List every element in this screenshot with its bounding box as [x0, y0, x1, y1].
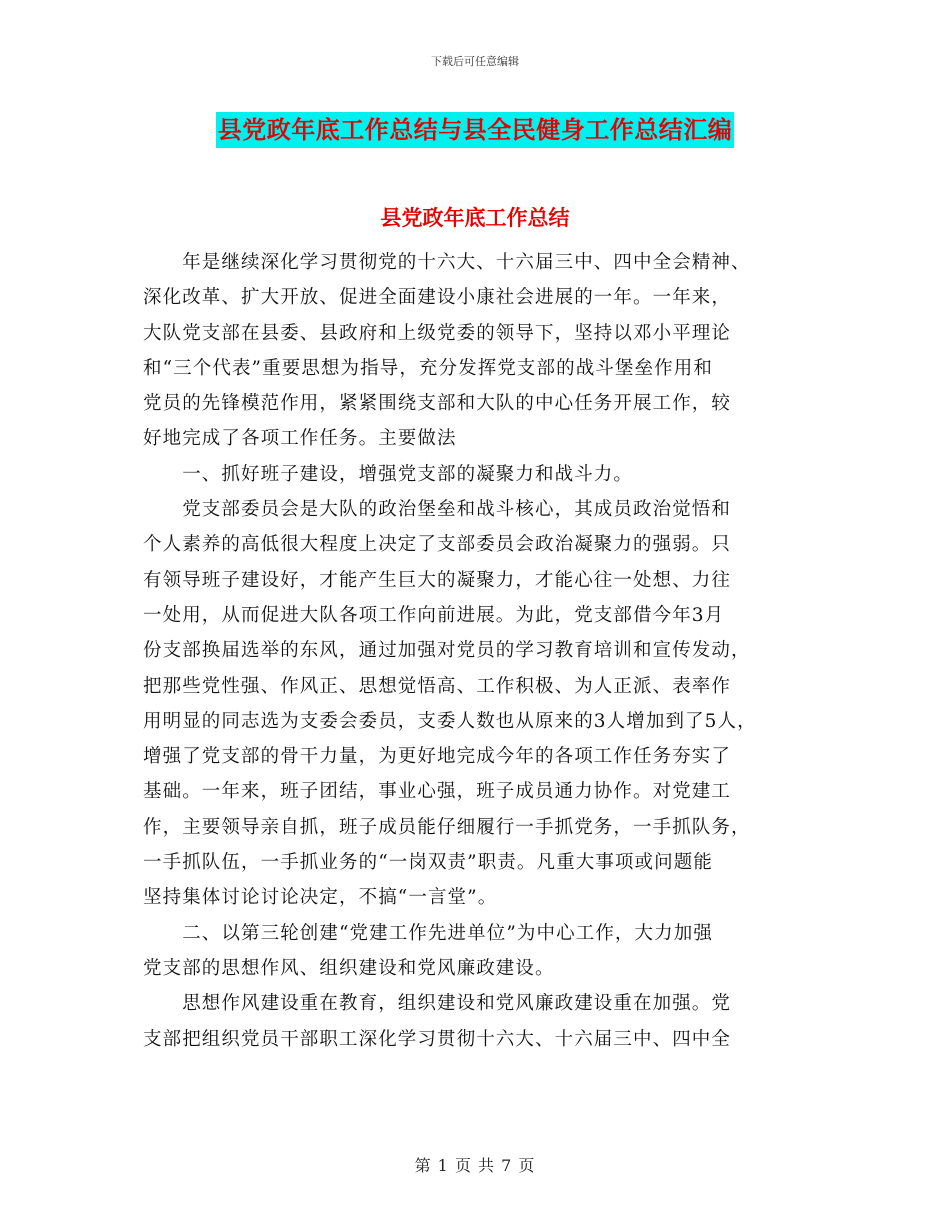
section-title: 县党政年底工作总结 — [380, 205, 570, 230]
page-footer: 第 1 页 共 7 页 — [414, 1156, 536, 1175]
body-line: 党支部的思想作风、组织建设和党风廉政建设。 — [143, 957, 555, 979]
document-title: 县党政年底工作总结与县全民健身工作总结汇编 — [216, 112, 735, 148]
body-line: 支部把组织党员干部职工深化学习贯彻十六大、十六届三中、四中全 — [143, 1028, 732, 1050]
body-line: 坚持集体讨论讨论决定，不搞“一言堂”。 — [143, 887, 498, 909]
body-line: 把那些党性强、作风正、思想觉悟高、工作积极、为人正派、表率作 — [143, 675, 732, 697]
document-body — [143, 245, 823, 1057]
body-line: 党支部委员会是大队的政治堡垒和战斗核心，其成员政治觉悟和 — [143, 499, 732, 521]
body-line: 用明显的同志选为支委会委员，支委人数也从原来的3人增加到了5人， — [143, 710, 757, 732]
document-title-container — [0, 112, 950, 148]
body-line: 深化改革、扩大开放、促进全面建设小康社会进展的一年。一年来， — [143, 287, 732, 309]
header-note: 下载后可任意编辑 — [431, 55, 519, 68]
body-line: 个人素养的高低很大程度上决定了支部委员会政治凝聚力的强弱。只 — [143, 534, 732, 556]
body-line: 大队党支部在县委、县政府和上级党委的领导下，坚持以邓小平理论 — [143, 322, 732, 344]
body-line: 份支部换届选举的东风，通过加强对党员的学习教育培训和宣传发动， — [143, 640, 751, 662]
body-line: 有领导班子建设好，才能产生巨大的凝聚力，才能心往一处想、力往 — [143, 569, 732, 591]
body-line: 和“三个代表”重要思想为指导，充分发挥党支部的战斗堡垒作用和 — [143, 357, 713, 379]
body-line: 年是继续深化学习贯彻党的十六大、十六届三中、四中全会精神、 — [143, 252, 751, 273]
body-line: 党员的先锋模范作用，紧紧围绕支部和大队的中心任务开展工作，较 — [143, 393, 732, 415]
body-line: 好地完成了各项工作任务。主要做法 — [143, 428, 457, 450]
body-line: 增强了党支部的骨干力量，为更好地完成今年的各项工作任务夯实了 — [143, 746, 732, 768]
body-line: 二、以第三轮创建“党建工作先进单位”为中心工作，大力加强 — [143, 922, 713, 944]
body-line: 一处用，从而促进大队各项工作向前进展。为此，党支部借今年3月 — [143, 604, 725, 626]
body-line: 基础。一年来，班子团结，事业心强，班子成员通力协作。对党建工 — [143, 781, 732, 803]
body-line: 思想作风建设重在教育，组织建设和党风廉政建设重在加强。党 — [143, 993, 732, 1015]
body-line: 作，主要领导亲自抓，班子成员能仔细履行一手抓党务，一手抓队务， — [143, 816, 751, 838]
body-line: 一、抓好班子建设，增强党支部的凝聚力和战斗力。 — [143, 463, 634, 485]
body-line: 一手抓队伍，一手抓业务的“一岗双责”职责。凡重大事项或问题能 — [143, 852, 713, 874]
